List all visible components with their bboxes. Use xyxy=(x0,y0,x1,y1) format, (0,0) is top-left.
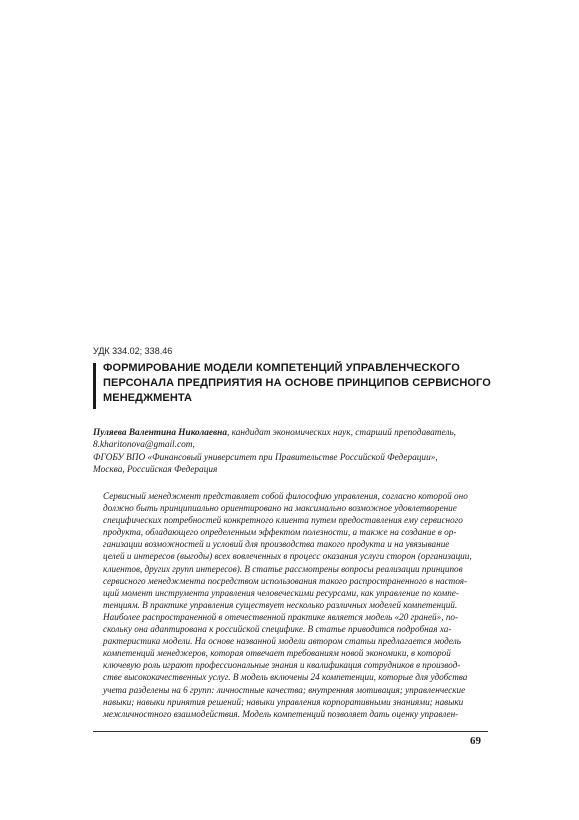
abstract-line: щий момент инструмента управления человеческими ресурсами, как управление по компе- xyxy=(103,587,459,598)
abstract-line: межличностного взаимодействия. Модель компетенций позволяет дать оценку управлен- xyxy=(103,708,459,719)
article-title xyxy=(103,361,503,406)
abstract-line: компетенций менеджеров, которая отвечает требованиям новой экономики, в которой xyxy=(103,648,451,659)
title-line: МЕНЕДЖМЕНТА xyxy=(103,392,193,404)
title-line: ФОРМИРОВАНИЕ МОДЕЛИ КОМПЕТЕНЦИЙ УПРАВЛЕНЧЕСКОГО xyxy=(103,362,460,374)
title-accent-bar xyxy=(93,363,96,409)
author-location: Москва, Российская Федерация xyxy=(93,464,218,475)
abstract-line: сервисного менеджмента посредством использования такого распространенного в настоя- xyxy=(103,575,468,586)
abstract-line: специфических потребностей конкретного клиента путем предоставления ему сервисного xyxy=(103,515,463,526)
author-line xyxy=(93,427,513,439)
udk-code: УДК 334.02; 338.46 xyxy=(93,346,173,356)
abstract-line: рактеристика модели. На основе названной модели автором статьи предлагается модель xyxy=(103,636,461,647)
abstract-line: Наиболее распространенной в отечественной практике является модель «20 граней», по- xyxy=(103,611,459,622)
abstract-line: ключевую роль играют профессиональные знания и квалификация сотрудников в производ- xyxy=(103,660,461,671)
title-line: ПЕРСОНАЛА ПРЕДПРИЯТИЯ НА ОСНОВЕ ПРИНЦИПОВ СЕРВИСНОГО xyxy=(103,377,491,389)
author-affiliation: ФГОБУ ВПО «Финансовый университет при Правительстве Российской Федерации», xyxy=(93,452,438,463)
author-email: 8.kharitonova@gmail.com, xyxy=(93,440,195,451)
abstract-line: навыки; навыки принятия решений; навыки управления корпоративными знаниями; навыки xyxy=(103,696,464,707)
abstract-line: тенциям. В практике управления существует несколько различных моделей компетенций. xyxy=(103,599,458,610)
abstract-line: Сервисный менеджмент представляет собой философию управления, согласно которой оно xyxy=(103,491,468,501)
abstract-line: стве высококачественных услуг. В модель включены 24 компетенции, которые для удобства xyxy=(103,672,468,683)
abstract-line: ганизации возможностей и условий для производства такого продукта и на увязывание xyxy=(103,539,450,550)
author-credentials: , кандидат экономических наук, старший преподаватель, xyxy=(227,428,456,438)
abstract-line: клиентов, других групп интересов). В статье рассмотрены вопросы реализации принципов xyxy=(103,563,463,574)
abstract xyxy=(103,490,491,720)
page-number: 69 xyxy=(470,735,481,747)
abstract-line: целей и интересов (выгоды) всех вовлеченных в процесс оказания услуги сторон (организации, xyxy=(103,551,472,562)
author-block xyxy=(93,427,513,476)
abstract-line: скольку она адаптирована к российской специфике. В статье приводится подробная ха- xyxy=(103,624,452,635)
abstract-line: должно быть принципиально ориентировано на максимально возможное удовлетворение xyxy=(103,503,457,514)
abstract-line: продукта, обладающего определенным эффектом полезности, а также на создание в ор- xyxy=(103,527,457,538)
abstract-line: учета разделены на 6 групп: личностные качества; внутренняя мотивация; управленческие xyxy=(103,684,466,695)
author-name: Пуляева Валентина Николаевна xyxy=(93,428,227,438)
footer-rule xyxy=(93,731,488,732)
